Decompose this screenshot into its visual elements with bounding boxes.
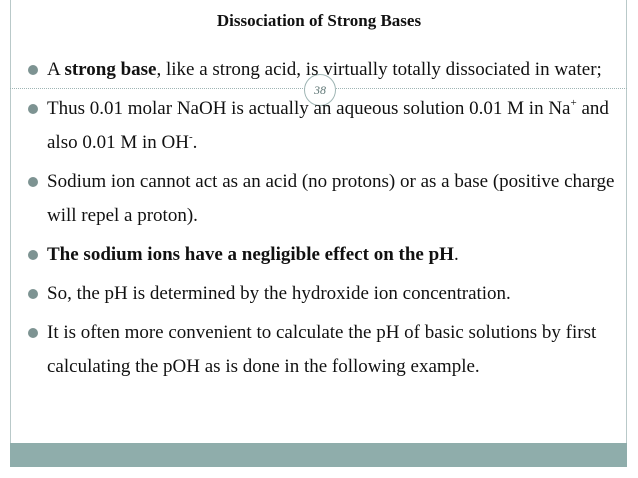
bullet-text: So, the pH is determined by the hydroxide ion concentration. — [47, 283, 511, 304]
bullet-text: . — [453, 244, 459, 265]
bullet-list — [26, 53, 616, 389]
bullet-item — [26, 277, 616, 311]
bullet-item — [26, 53, 616, 87]
bullet-item — [26, 92, 616, 160]
bottom-band — [10, 443, 627, 467]
bullet-text: It is often more convenient to calculate the pH of basic solutions by first calculating the pOH as is done in the following example. — [47, 322, 597, 377]
bullet-bold-text: The sodium ions have a negligible effect on the pH — [47, 244, 454, 265]
superscript: - — [188, 131, 193, 143]
bullet-item — [26, 238, 616, 272]
bullet-text: , like a strong acid, is virtually totally dissociated in water; — [156, 59, 602, 80]
bullet-text: A — [47, 59, 65, 80]
bullet-text: Sodium ion cannot act as an acid (no protons) or as a base (positive charge will repel a proton). — [47, 171, 615, 226]
bullet-marker-icon — [28, 65, 38, 75]
bullet-bold-text: strong base — [64, 59, 157, 80]
bullet-marker-icon — [28, 328, 38, 338]
bullet-text: . — [192, 132, 198, 153]
bullet-text: Thus 0.01 molar NaOH is actually an aqueous solution 0.01 M in Na — [47, 98, 571, 119]
bullet-marker-icon — [28, 250, 38, 260]
bullet-marker-icon — [28, 177, 38, 187]
bullet-item — [26, 165, 616, 233]
page-number: 38 — [304, 74, 336, 106]
bullet-item — [26, 316, 616, 384]
bullet-text: and also 0.01 M in OH — [47, 98, 609, 153]
bullet-marker-icon — [28, 289, 38, 299]
superscript: + — [570, 97, 577, 109]
bullet-marker-icon — [28, 104, 38, 114]
slide-title: Dissociation of Strong Bases — [216, 11, 422, 30]
